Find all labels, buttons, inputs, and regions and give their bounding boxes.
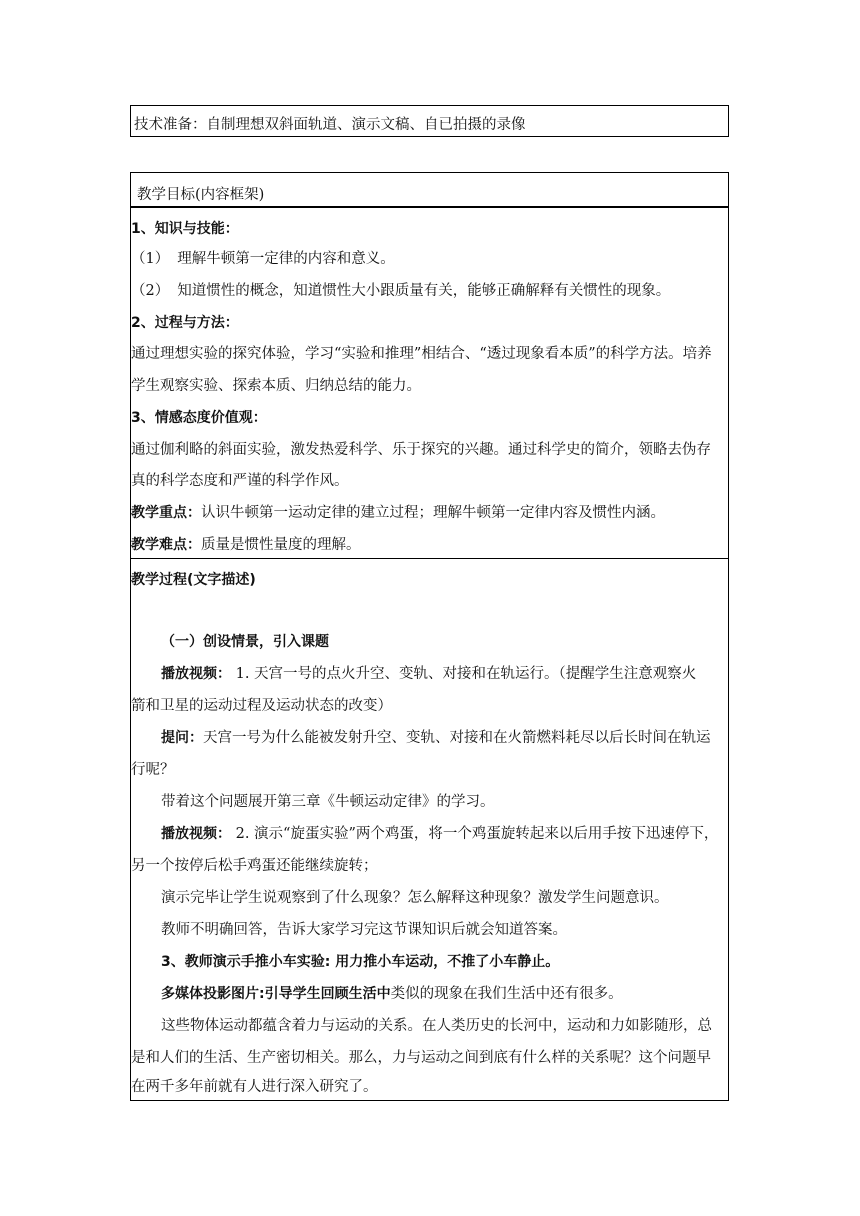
goal-item-2-num: （2）: [131, 283, 170, 299]
goals-header-row: [131, 173, 728, 208]
video-1-line-1: [131, 659, 728, 689]
attitude-line-2: 真的科学态度和严谨的科学作风。: [131, 473, 349, 489]
chapter-intro-line: 带着这个问题展开第三章《牛顿运动定律》的学习。: [161, 794, 495, 810]
tech-prep-label: 技术准备：: [134, 117, 207, 133]
video-1-text: 1. 天宫一号的点火升空、变轨、对接和在轨运行。（提醒学生注意观察火: [231, 666, 697, 682]
section-1-title: （一）创设情景，引入课题: [161, 634, 329, 650]
teacher-answer-line: 教师不明确回答，告诉大家学习完这节课知识后就会知道答案。: [161, 922, 567, 938]
question-text: 天宫一号为什么能被发射升空、变轨、对接和在火箭燃料耗尽以后长时间在轨运: [203, 730, 711, 746]
force-motion-line-1: 这些物体运动都蕴含着力与运动的关系。在人类历史的长河中，运动和力如影随形，总: [161, 1018, 712, 1034]
lesson-plan-table: [130, 172, 729, 1101]
force-motion-line-2: 是和人们的生活、生产密切相关。那么，力与运动之间到底有什么样的关系呢？这个问题早: [131, 1050, 711, 1066]
goals-header: 教学目标(内容框架): [137, 187, 265, 203]
goal-item-2-text: 知道惯性的概念，知道惯性大小跟质量有关，能够正确解释有关惯性的现象。: [177, 283, 671, 299]
tech-prep-text: 自制理想双斜面轨道、演示文稿、自已拍摄的录像: [206, 117, 526, 133]
goal-item-1-num: （1）: [131, 251, 170, 267]
goal-item-2: [131, 276, 728, 306]
key-point-text: 认识牛顿第一运动定律的建立过程；理解牛顿第一定律内容及惯性内涵。: [201, 505, 665, 521]
attitude-line-1: 通过伽利略的斜面实验，激发热爱科学、乐于探究的兴趣。通过科学史的简介，领略去伪存: [131, 442, 711, 458]
difficulty-text: 质量是惯性量度的理解。: [201, 537, 361, 553]
video-2-line-2: 另一个按停后松手鸡蛋还能继续旋转；: [131, 858, 378, 874]
process-method-line-2: 学生观察实验、探索本质、归纳总结的能力。: [131, 378, 421, 394]
key-point-row: [131, 498, 728, 528]
question-line-1: [131, 723, 728, 753]
difficulty-label: 教学难点：: [131, 537, 201, 553]
section-divider: [131, 558, 728, 559]
observe-line: 演示完毕让学生说观察到了什么现象？怎么解释这种现象？激发学生问题意识。: [161, 890, 669, 906]
goal-item-1-text: 理解牛顿第一定律的内容和意义。: [177, 251, 395, 267]
multimedia-line: [131, 979, 728, 1009]
cart-experiment-line: 3、教师演示手推小车实验: 用力推小车运动，不推了小车静止。: [161, 954, 560, 970]
video-2-text: 2. 演示“旋蛋实验”两个鸡蛋，将一个鸡蛋旋转起来以后用手按下迅速停下，: [231, 826, 719, 842]
goal-item-1: [131, 244, 728, 274]
video-1-line-2: 箭和卫星的运动过程及运动状态的改变）: [131, 698, 392, 714]
video-2-label: 播放视频：: [161, 826, 231, 842]
question-label: 提问：: [161, 730, 203, 746]
question-line-2: 行呢？: [131, 762, 175, 778]
video-1-label: 播放视频：: [161, 666, 231, 682]
difficulty-row: [131, 530, 728, 560]
process-method-line-1: 通过理想实验的探究体验，学习“实验和推理”相结合、“透过现象看本质”的科学方法。培养: [131, 346, 712, 362]
force-motion-line-3: 在两千多年前就有人进行深入研究了。: [131, 1079, 378, 1095]
multimedia-text: 类似的现象在我们生活中还有很多。: [390, 986, 623, 1002]
multimedia-label: 多媒体投影图片:引导学生回顾生活中: [161, 986, 391, 1002]
attitude-title: 3、情感态度价值观：: [131, 410, 267, 426]
tech-prep-box: [130, 105, 729, 137]
knowledge-skills-title: 1、知识与技能：: [131, 221, 239, 237]
tech-prep-line: [134, 113, 526, 134]
key-point-label: 教学重点：: [131, 505, 201, 521]
process-method-title: 2、过程与方法：: [131, 315, 239, 331]
process-header: 教学过程(文字描述): [131, 572, 256, 588]
video-2-line-1: [131, 819, 728, 849]
